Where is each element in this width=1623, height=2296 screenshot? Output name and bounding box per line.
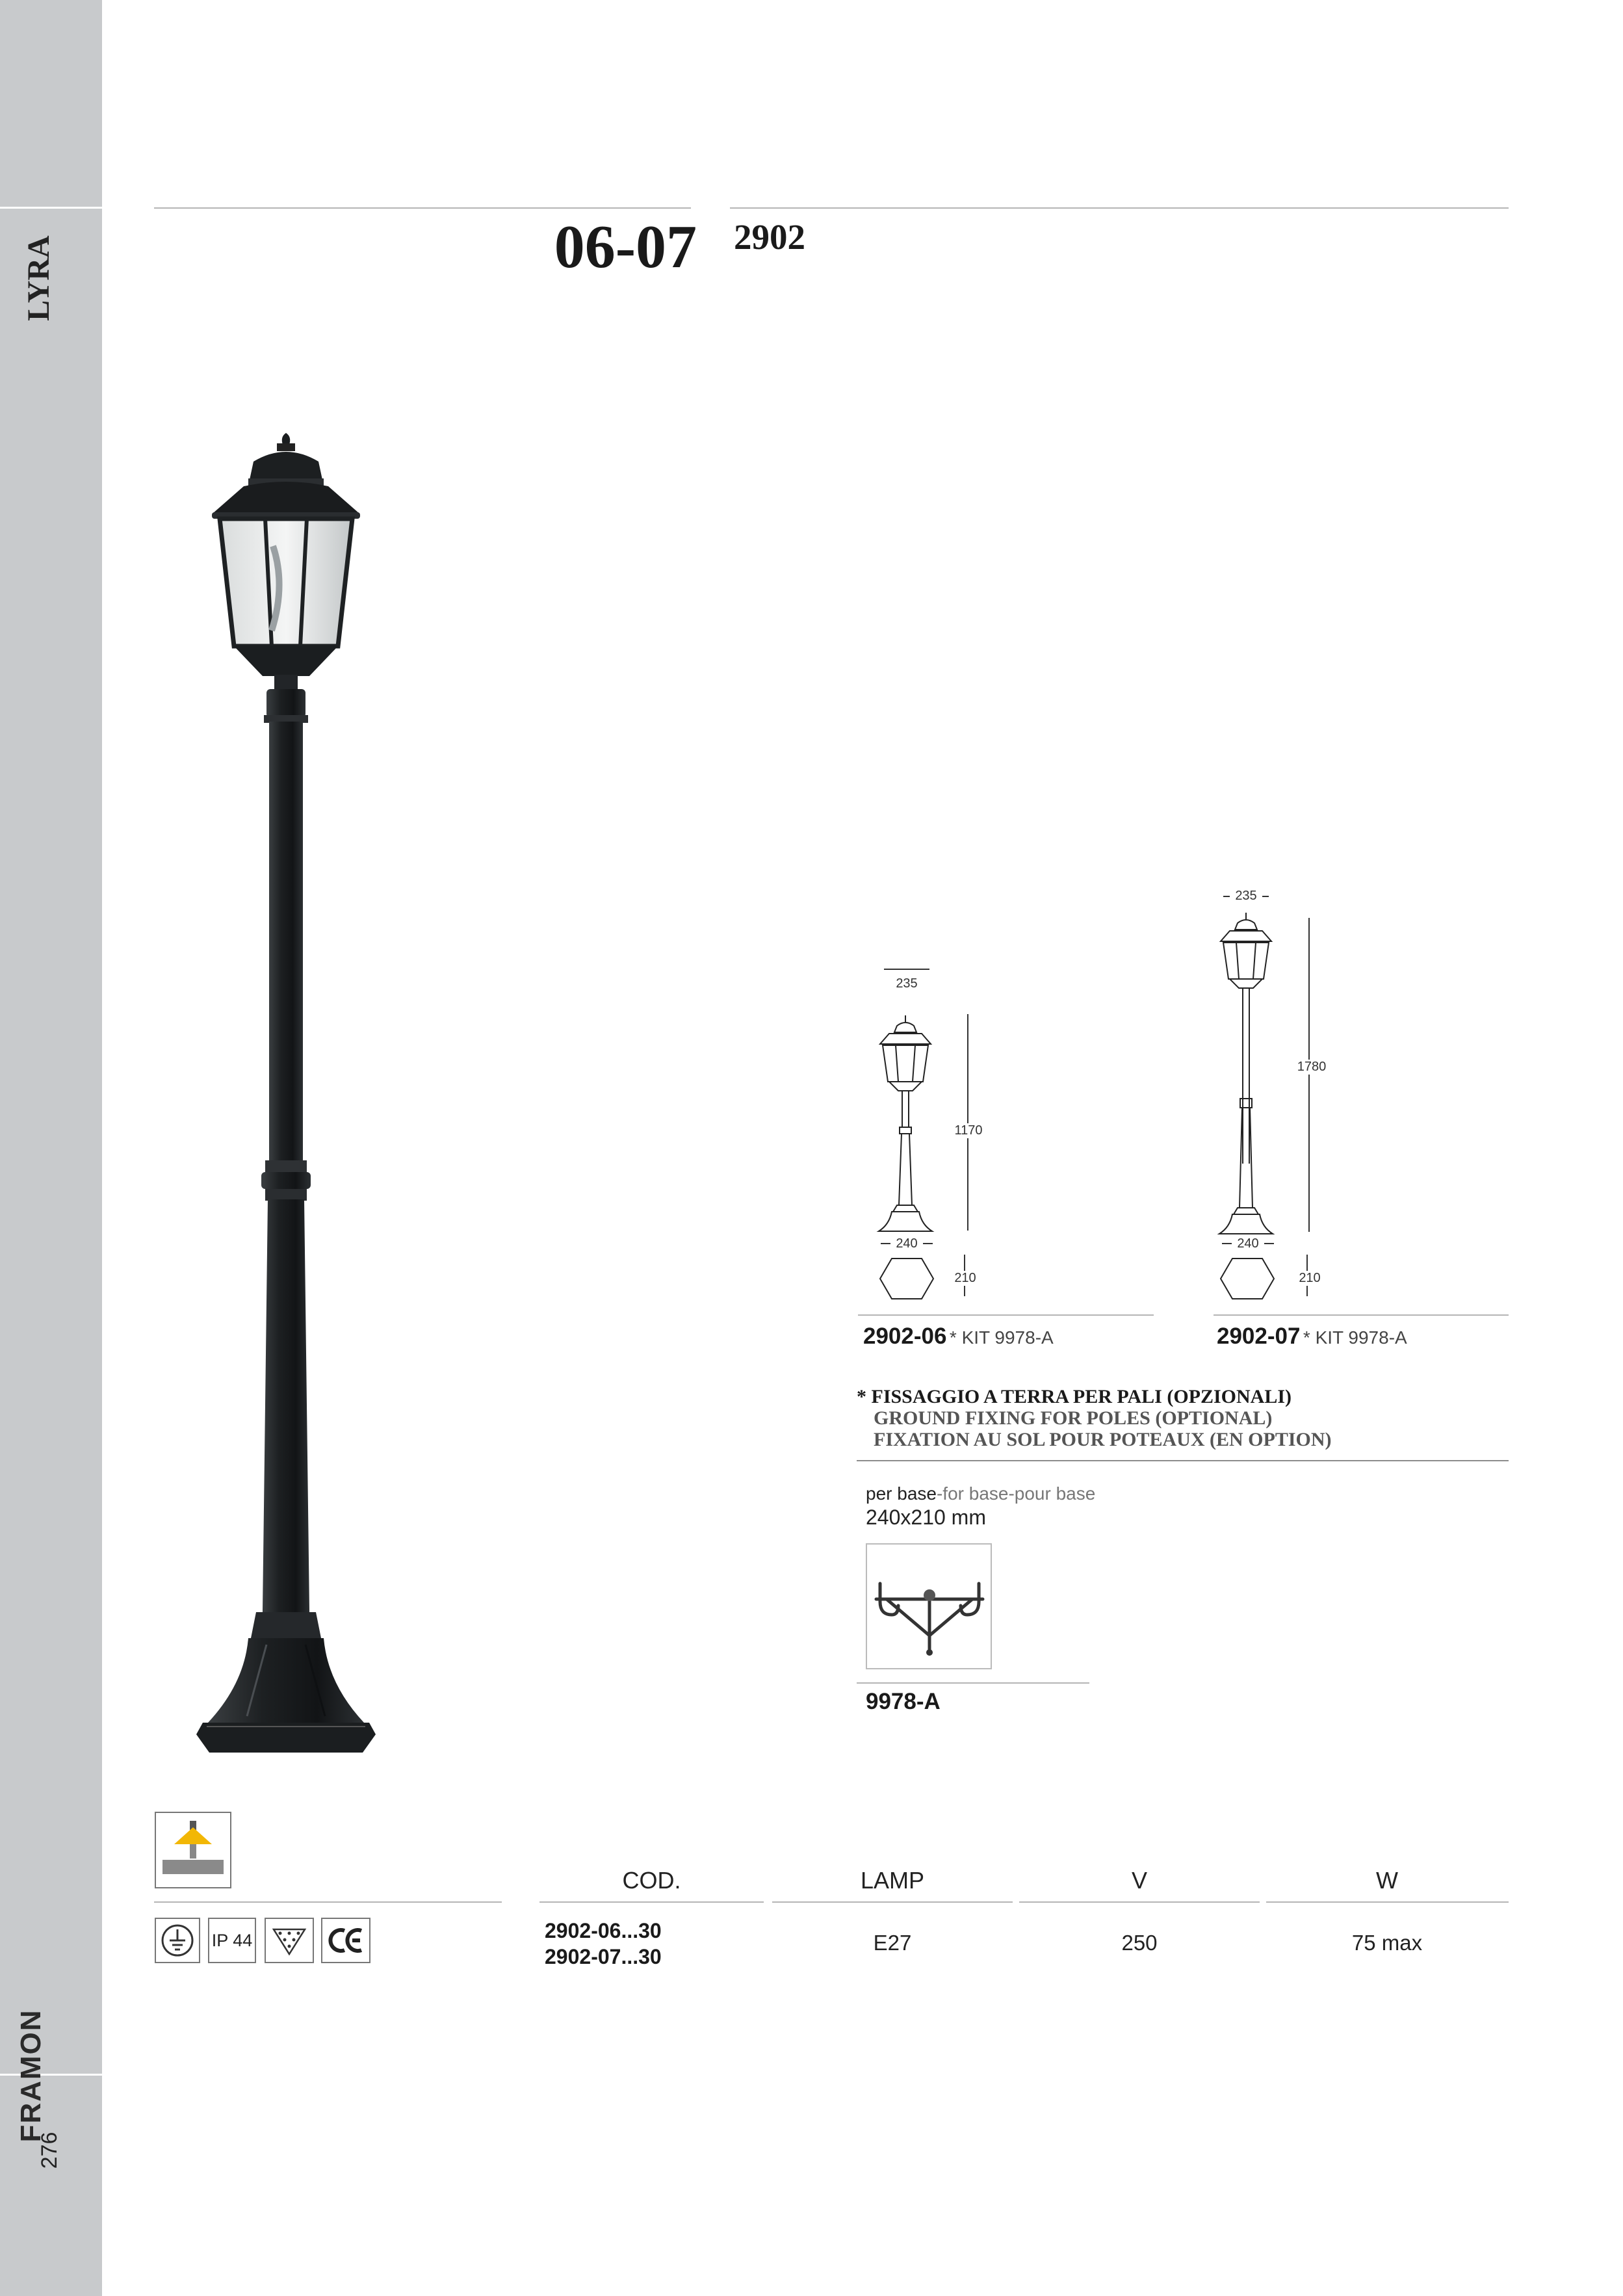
earth-ground-icon — [155, 1918, 200, 1963]
spec-lamp: E27 — [873, 1931, 912, 1955]
drawing1-width: 235 — [890, 976, 923, 991]
header-rule-left — [154, 207, 691, 209]
spec-rule-lamp — [772, 1901, 1013, 1903]
icon-rule — [154, 1901, 502, 1903]
sidebar-divider-top — [0, 207, 102, 209]
kit-for-base: -for base-pour base — [936, 1483, 1096, 1504]
ground-fixing-it: * FISSAGGIO A TERRA PER PALI (OPZIONALI) — [857, 1386, 1292, 1407]
spec-header-code: COD. — [622, 1867, 681, 1894]
product-2902-06 — [863, 1324, 1054, 1350]
drawing1-base-width: 240 — [890, 1236, 923, 1251]
drawing1-height-line — [967, 1014, 968, 1231]
kit-image-frame — [866, 1543, 992, 1669]
drawing2-lamp-outline — [1210, 910, 1282, 1235]
product-kit: * KIT 9978-A — [949, 1327, 1054, 1348]
ground-fixing-fr: FIXATION AU SOL POUR POTEAUX (EN OPTION) — [874, 1429, 1332, 1450]
spec-rule-code — [539, 1901, 764, 1903]
ce-mark-icon — [321, 1918, 370, 1963]
ground-fixing-kit-image — [867, 1545, 991, 1668]
lamp-post-photo — [188, 416, 383, 1768]
drawing2-base-width: 240 — [1232, 1236, 1264, 1251]
product-code: 2902-06 — [863, 1324, 947, 1349]
kit-base-size: 240x210 mm — [866, 1506, 986, 1529]
drawing2-base-depth: 210 — [1293, 1271, 1326, 1286]
drawing2-height-line — [1308, 918, 1310, 1232]
spec-header-wattage: W — [1376, 1867, 1398, 1894]
spec-rule-voltage — [1019, 1901, 1260, 1903]
kit-rule — [857, 1682, 1089, 1684]
ip-rating-badge: IP 44 — [208, 1918, 256, 1963]
spec-header-voltage: V — [1131, 1867, 1147, 1894]
ground-fixing-rule — [857, 1460, 1509, 1461]
product-code: 2902-07 — [1217, 1324, 1301, 1349]
kit-base-label — [866, 1483, 1095, 1504]
variant-title: 06-07 — [554, 213, 697, 281]
model-number: 2902 — [734, 217, 805, 257]
kit-code: 9978-A — [866, 1689, 941, 1714]
drawing1-base-hexagon — [877, 1256, 936, 1301]
drawing2-base-hexagon — [1218, 1256, 1277, 1301]
collection-name: LYRA — [21, 235, 56, 321]
spec-code-1: 2902-06...30 — [545, 1919, 662, 1942]
product1-rule — [858, 1314, 1154, 1316]
ground-lamp-icon — [155, 1812, 231, 1888]
ground-fixing-en: GROUND FIXING FOR POLES (OPTIONAL) — [874, 1407, 1273, 1429]
drawing1-lamp-outline — [870, 1013, 941, 1234]
spec-code-2: 2902-07...30 — [545, 1945, 662, 1968]
sidebar — [0, 0, 102, 2296]
brand-logo: FRAMON — [15, 2009, 47, 2143]
spec-voltage: 250 — [1121, 1931, 1158, 1955]
drawing1-base-depth: 210 — [949, 1271, 981, 1286]
spec-rule-wattage — [1266, 1901, 1509, 1903]
drawing1-height: 1170 — [949, 1123, 988, 1138]
drawing1-width-line — [884, 969, 929, 970]
header-rule-right — [730, 207, 1509, 209]
product-2902-07 — [1217, 1324, 1407, 1350]
drip-proof-icon — [265, 1918, 314, 1963]
drawing2-width: 235 — [1230, 889, 1262, 904]
page-number: 276 — [37, 2132, 62, 2169]
spec-wattage: 75 max — [1351, 1931, 1423, 1955]
spec-header-lamp: LAMP — [860, 1867, 925, 1894]
drawing2-height: 1780 — [1292, 1060, 1331, 1075]
product-kit: * KIT 9978-A — [1303, 1327, 1407, 1348]
product2-rule — [1214, 1314, 1509, 1316]
kit-per-base: per base — [866, 1483, 937, 1504]
